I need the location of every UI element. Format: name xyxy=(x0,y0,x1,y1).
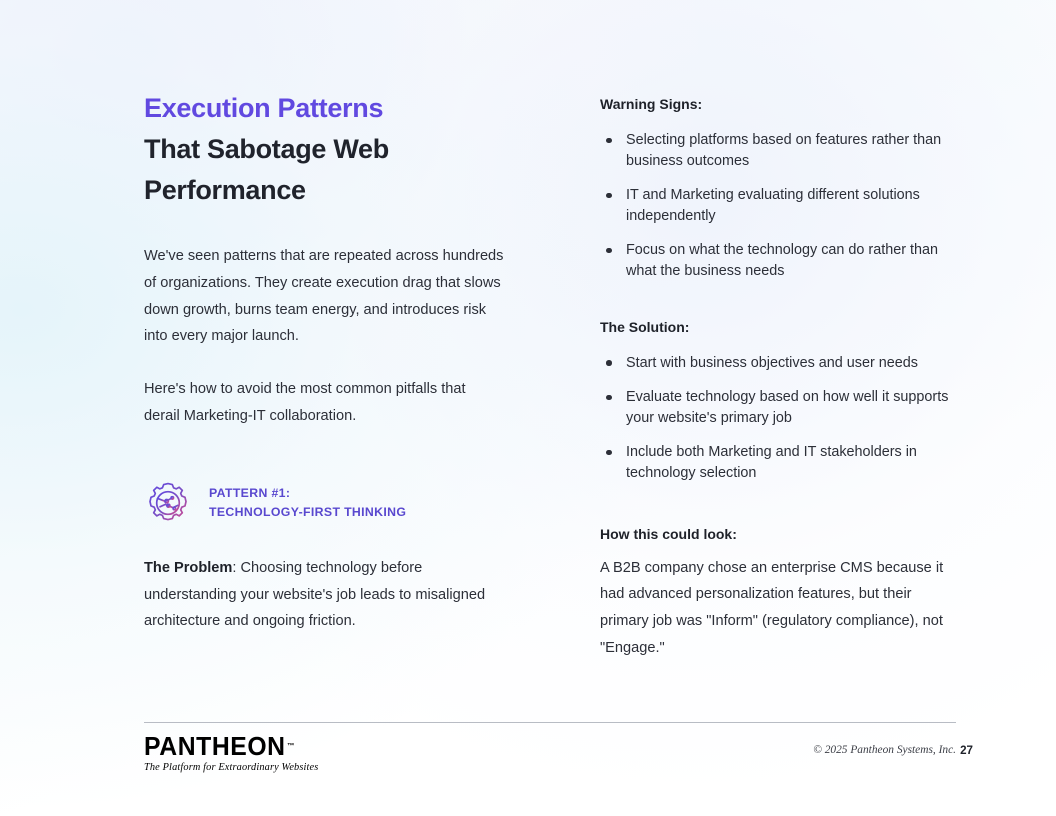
left-column xyxy=(144,88,504,635)
warning-signs-list xyxy=(600,130,962,282)
copyright-text: © 2025 Pantheon Systems, Inc. xyxy=(813,744,956,756)
list-item: Include both Marketing and IT stakeholders in technology selection xyxy=(600,442,962,483)
pattern-badge-label-line-1: PATTERN #1: xyxy=(209,486,291,501)
gear-circuit-icon xyxy=(144,479,192,527)
problem-heading: The Problem xyxy=(144,559,233,576)
pattern-badge-label xyxy=(209,484,406,521)
footer-divider xyxy=(144,722,956,723)
pattern-badge-label-line-2: TECHNOLOGY-FIRST THINKING xyxy=(209,504,407,519)
intro-paragraph-1: We've seen patterns that are repeated across hundreds of organizations. They create execution drag that slows down growth, burns team energy, and introduces risk into every major launch. xyxy=(144,248,504,345)
list-item: Focus on what the technology can do rather than what the business needs xyxy=(600,240,962,281)
list-item: Start with business objectives and user needs xyxy=(600,353,962,374)
how-this-could-look-heading: How this could look: xyxy=(600,525,737,542)
how-this-could-look-section xyxy=(600,524,962,662)
problem-text: Choosing technology before understanding your website's job leads to misaligned architecture and ongoing friction. xyxy=(144,559,486,630)
solution-list xyxy=(600,353,962,484)
page-title-dark-line-1: That Sabotage Web xyxy=(144,134,389,164)
pantheon-logo xyxy=(144,734,344,774)
trademark-icon: ™ xyxy=(287,741,295,750)
pantheon-wordmark xyxy=(144,733,295,761)
solution-heading: The Solution: xyxy=(600,318,690,335)
warning-signs-section xyxy=(600,94,962,282)
how-this-could-look-body: A B2B company chose an enterprise CMS because it had advanced personalization features, but their primary job was "Inform" (regulatory compliance), not "Engage." xyxy=(600,559,944,656)
page-title xyxy=(144,88,504,211)
list-item: IT and Marketing evaluating different solutions independently xyxy=(600,185,962,226)
right-column xyxy=(600,94,962,662)
pantheon-wordmark-text: PANTHEON xyxy=(144,733,286,761)
list-item: Selecting platforms based on features rather than business outcomes xyxy=(600,130,962,171)
pattern-badge xyxy=(144,479,504,527)
problem-statement xyxy=(144,555,504,635)
intro-paragraph-2: Here's how to avoid the most common pitfalls that derail Marketing-IT collaboration. xyxy=(144,381,466,424)
page-title-accent-line: Execution Patterns xyxy=(144,93,384,123)
pantheon-tagline: The Platform for Extraordinary Websites xyxy=(144,762,319,773)
warning-signs-heading: Warning Signs: xyxy=(600,96,703,112)
page-number: 27 xyxy=(960,744,973,757)
page-title-dark-line-2: Performance xyxy=(144,175,306,205)
problem-separator: : xyxy=(232,559,241,576)
solution-section xyxy=(600,317,962,484)
list-item: Evaluate technology based on how well it supports your website's primary job xyxy=(600,387,962,428)
